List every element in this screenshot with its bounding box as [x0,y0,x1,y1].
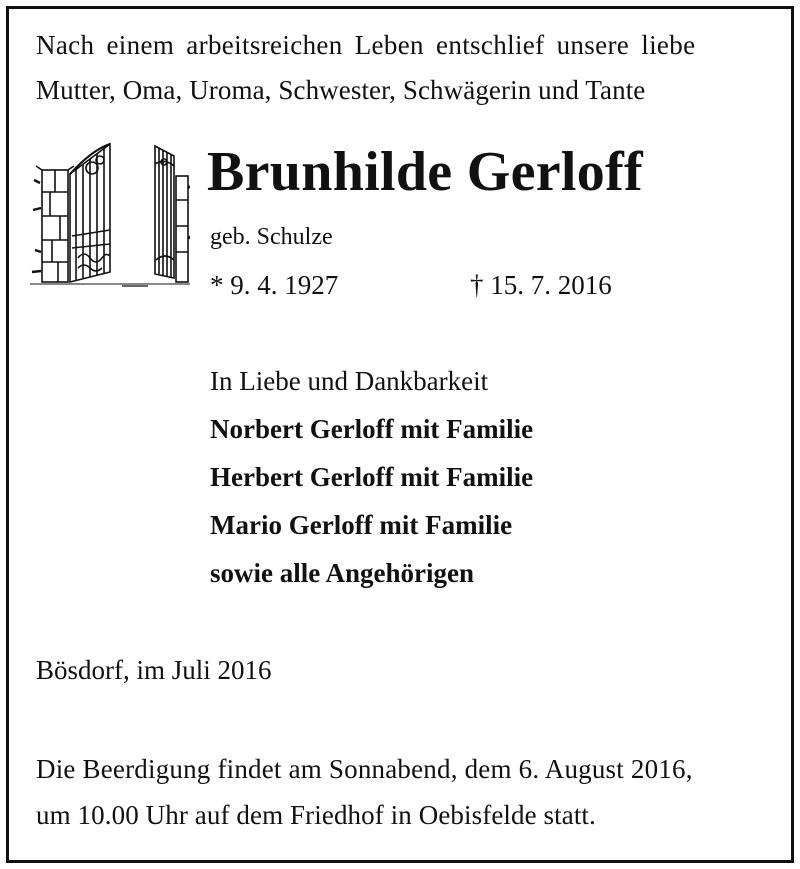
death-date: † 15. 7. 2016 [470,270,612,300]
funeral-line-1: Die Beerdigung findet am Sonnabend, dem 6. August 2016, [36,754,693,784]
mourner-name: Mario Gerloff mit Familie [210,510,513,540]
deceased-name: Brunhilde Gerloff [207,141,643,203]
open-cemetery-gate-icon [30,140,190,290]
mourner-name: Herbert Gerloff mit Familie [210,462,534,492]
right-pillar [176,176,190,282]
maiden-name: geb. Schulze [210,224,333,250]
place-and-date: Bösdorf, im Juli 2016 [36,655,272,685]
mourners-intro: In Liebe und Dankbarkeit [210,366,489,396]
left-pillar [32,166,74,282]
right-gate-door [155,146,174,278]
intro-line-1: Nach einem arbeitsreichen Leben entschlief unsere liebe [36,30,696,60]
funeral-line-2: um 10.00 Uhr auf dem Friedhof in Oebisfelde statt. [36,800,596,830]
mourner-name: sowie alle Angehörigen [210,558,474,588]
mourner-name: Norbert Gerloff mit Familie [210,414,534,444]
birth-date: * 9. 4. 1927 [210,270,339,300]
left-gate-door [70,144,110,282]
intro-line-2: Mutter, Oma, Uroma, Schwester, Schwägerin und Tante [36,75,646,105]
